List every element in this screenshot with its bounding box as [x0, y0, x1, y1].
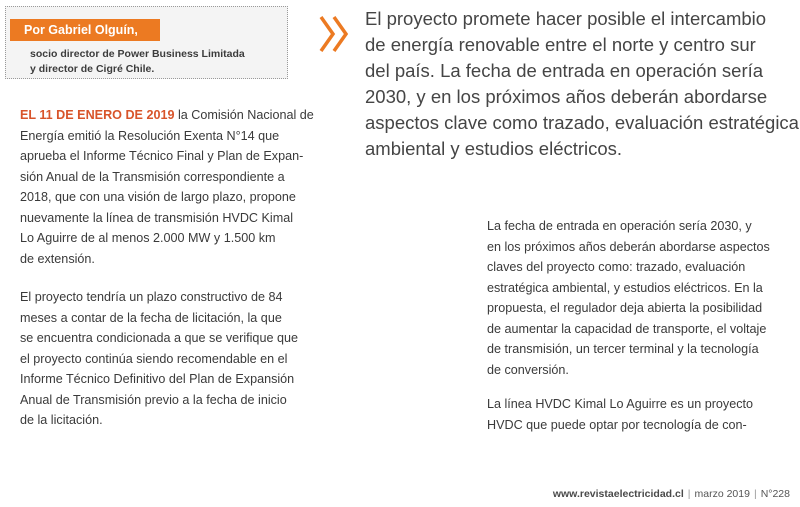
text-line: 2018, que con una visión de largo plazo, propone — [20, 190, 296, 204]
author-name: Por Gabriel Olguín, — [10, 19, 160, 41]
page-footer — [553, 488, 790, 500]
right-column — [487, 216, 787, 449]
pull-quote-line: aspectos clave como trazado, evaluación estratégica — [365, 112, 799, 133]
left-paragraph-2 — [20, 287, 298, 431]
footer-date: marzo 2019 — [694, 488, 750, 500]
footer-website: www.revistaelectricidad.cl — [552, 488, 684, 500]
text-line: claves del proyecto como: trazado, evaluación — [487, 260, 746, 274]
text-line: El proyecto tendría un plazo constructivo de 84 — [20, 290, 283, 304]
lead-date: EL 11 DE ENERO DE 2019 — [20, 108, 175, 122]
text-line: HVDC que puede optar por tecnología de con- — [487, 417, 747, 432]
text-line: en los próximos años deberán abordarse aspectos — [487, 239, 770, 254]
text-line: Lo Aguirre de al menos 2.000 MW y 1.500 km — [20, 231, 276, 245]
text-line: estratégica ambiental, y estudios eléctricos. En la — [487, 280, 763, 295]
pull-quote-line: de energía renovable entre el norte y centro sur — [365, 34, 756, 55]
pull-quote-line: del país. La fecha de entrada en operación sería — [365, 60, 764, 81]
text-line: propuesta, el regulador deja abierta la posibilidad — [487, 301, 763, 315]
text-line: se encuentra condicionada a que se verifique que — [20, 331, 298, 345]
left-paragraph-1 — [20, 105, 314, 269]
text-line: el proyecto continúa siendo recomendable en el — [20, 351, 288, 366]
pull-quote — [365, 6, 799, 162]
text-line: de conversión. — [487, 362, 569, 377]
text-line: La línea HVDC Kimal Lo Aguirre es un proyecto — [487, 397, 754, 411]
text-line: La fecha de entrada en operación sería 2030, y — [487, 219, 752, 233]
left-column — [20, 105, 314, 449]
footer-issue: N°228 — [760, 488, 790, 500]
author-box — [5, 6, 288, 79]
footer-separator: | — [687, 488, 691, 500]
text-line: aprueba el Informe Técnico Final y Plan de Expan- — [20, 149, 304, 163]
text-line: nuevamente la línea de transmisión HVDC Kimal — [20, 210, 293, 225]
text-line: Anual de Transmisión previo a la fecha de inicio — [20, 392, 287, 407]
text-line: meses a contar de la fecha de licitación, la que — [20, 310, 282, 325]
text-line: de extensión. — [20, 251, 95, 266]
pull-quote-line: 2030, y en los próximos años deberán abordarse — [365, 86, 768, 107]
text-line-rest: la Comisión Nacional de — [174, 108, 314, 122]
pull-quote-line: ambiental y estudios eléctricos. — [365, 138, 623, 159]
footer-separator: | — [753, 488, 757, 500]
text-line: de la licitación. — [20, 413, 103, 427]
author-role-line-1: socio director de Power Business Limitada — [30, 48, 245, 60]
text-line: de transmisión, un tercer terminal y la tecnología — [487, 342, 759, 356]
right-paragraph-1 — [487, 216, 787, 380]
text-line — [20, 105, 314, 126]
right-paragraph-2 — [487, 394, 787, 435]
text-line: de aumentar la capacidad de transporte, el voltaje — [487, 321, 767, 336]
text-line: Energía emitió la Resolución Exenta N°14 que — [20, 128, 280, 143]
author-role-line-2: y director de Cigré Chile. — [30, 63, 155, 75]
text-line: Informe Técnico Definitivo del Plan de Expansión — [20, 372, 295, 386]
text-line: sión Anual de la Transmisión correspondiente a — [20, 169, 285, 184]
pull-quote-line: El proyecto promete hacer posible el intercambio — [365, 8, 767, 29]
double-chevron-right-icon — [318, 14, 352, 54]
